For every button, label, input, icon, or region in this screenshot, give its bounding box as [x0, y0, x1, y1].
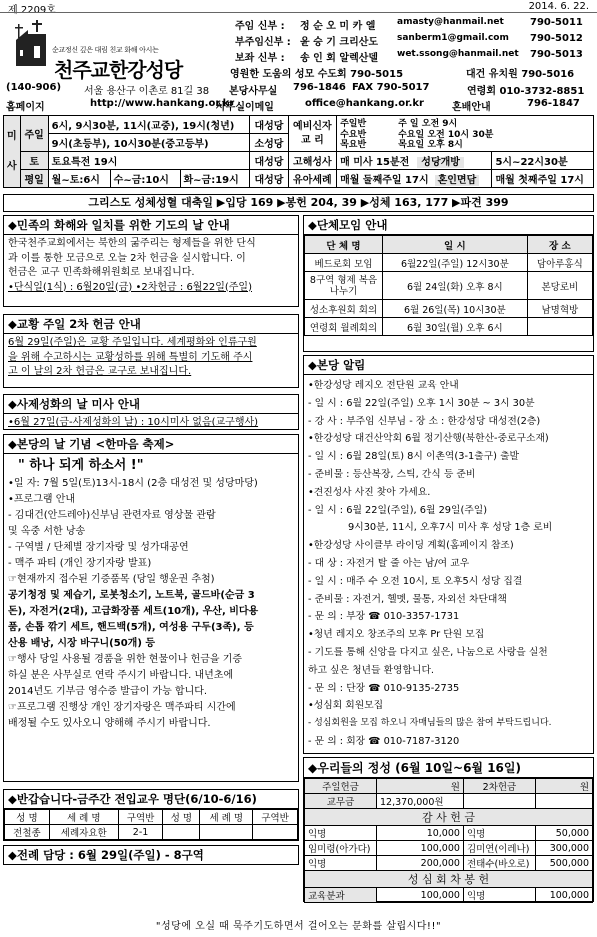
text-line: - 문 의 : 회장 ☎ 010-7187-3120	[308, 735, 460, 747]
parish-name: 천주교한강성당	[54, 58, 183, 82]
table-row	[305, 779, 593, 794]
clergy-3-phone: 790-5013	[530, 49, 583, 60]
cell: 10,000	[377, 826, 464, 841]
office-email[interactable]: office@hankang.or.kr	[305, 98, 424, 109]
clergy-1-name: 정 순 오 미 카 엘	[300, 21, 376, 32]
convent-info: 영원한 도움의 성모 수도회 790-5015	[230, 69, 404, 80]
cell: 6월 30일(월) 오후 6시	[383, 318, 528, 336]
cell: 100,000	[377, 841, 464, 856]
cell: 100,000	[535, 888, 592, 903]
prize-line: 산용 배낭, 시장 바구니(50개) 등	[8, 638, 156, 649]
text-line: 을 위해 수고하시는 교황성하를 위해 특별히 기도해 주시	[8, 351, 253, 363]
col-header: 구역반	[118, 810, 163, 825]
table-row	[5, 825, 298, 840]
text-line: - 대 상 : 자전거 탈 줄 아는 남/여 교우	[308, 557, 470, 569]
text-line: •한강성당 사이클부 라이딩 계획(홈페이지 참조)	[308, 540, 514, 552]
cell: 12,370,000원	[377, 794, 464, 809]
section-title: ◆사제성화의 날 미사 안내	[4, 395, 298, 414]
text-line: •청년 레지오 창조주의 모후 Pr 단원 모집	[308, 629, 485, 641]
mass-sunday-label: 주일	[20, 116, 48, 152]
table-row	[305, 272, 593, 300]
text-line: 하실 분은 사무실로 연락 주시기 바랍니다. 내년초에	[8, 670, 234, 681]
text-line: - 강 사 : 부주임 신부님 - 장 소 : 한강성당 대성전(2층)	[308, 415, 541, 427]
cell: 원	[377, 779, 464, 794]
text-line: 배정될 수도 있사오니 양해해 주시기 바랍니다.	[8, 718, 211, 729]
section-title: ◆본당 알림	[304, 356, 593, 375]
mass-weekday-2: 수~금:10시	[110, 170, 180, 188]
section-title: ◆전례 담당 : 6월 29일(주일) - 8구역	[4, 846, 298, 864]
meetings-table	[304, 235, 593, 336]
prize-line: 품, 손톱 깎기 세트, 핸드백(5개), 여성용 구두(3족), 등	[8, 622, 254, 633]
text-line: 헌금은 교구 민족화해위원회로 보내집니다.	[8, 267, 195, 278]
text-line: •일 자: 7월 5일(토)13시-18시 (2층 대성전 및 성당마당)	[8, 478, 258, 489]
section-priest-day	[3, 394, 299, 430]
cell: 김미연(이레나)	[463, 841, 535, 856]
header-divider	[0, 12, 597, 13]
col-header: 일 시	[383, 236, 528, 254]
mass-weekday-1: 월~토:6시	[48, 170, 110, 188]
cell: 전철종	[5, 825, 50, 840]
section-pope-sunday	[3, 314, 299, 388]
confession-label: 고해성사	[288, 152, 337, 170]
text-line: - 준비물 : 자전거, 헬멧, 물통, 자외선 차단대책	[308, 593, 507, 605]
address: 서울 용산구 이촌로 81길 38	[84, 86, 210, 97]
text-line: ☞프로그램 진행상 개인 장기자랑은 맥주파티 시간에	[8, 702, 236, 713]
infant-baptism-label: 유아세례	[288, 170, 337, 188]
lianhap-phone: 연령회 010-3732-8851	[467, 86, 585, 97]
cell: 200,000	[377, 856, 464, 871]
col-header: 세 례 명	[49, 810, 118, 825]
cell: 익명	[463, 888, 535, 903]
text-line: - 일 시 : 6월 28일(토) 8시 이촌역(3-1출구) 출발	[308, 451, 519, 463]
cell: 임미령(아가다)	[305, 841, 377, 856]
cell: 8구역 형제 복음 나누기	[305, 272, 383, 300]
text-line: 하고 싶은 청년들 환영합니다.	[308, 664, 435, 676]
text-line: - 기도를 통해 신앙을 다지고 싶은, 나눔으로 사랑을 실천	[308, 646, 548, 658]
clergy-3-role: 보좌 신부 :	[235, 53, 285, 64]
cell	[463, 794, 535, 809]
cell: 6월 24일(화) 오후 8시	[383, 272, 528, 300]
cell: 세례자요한	[49, 825, 118, 840]
cell: 연령회 월례회의	[305, 318, 383, 336]
cell: 본당로비	[527, 272, 592, 300]
text-line: - 일 시 : 매주 수 오전 10시, 토 오후5시 성당 집결	[308, 575, 523, 587]
mass-saturday-place: 대성당	[250, 152, 288, 170]
text-line: ☞행사 당일 사용될 경품을 위한 현물이나 헌금을 기증	[8, 654, 243, 665]
homepage-label: 홈페이지	[6, 102, 45, 113]
catechism-schedule: 주일반 주 일 오전 9시 수요반 수요일 오전 10시 30분 목요반 목요일 오후 8시	[337, 116, 594, 152]
mass-weekday-place: 대성당	[250, 170, 288, 188]
col-header: 세 례 명	[200, 810, 253, 825]
mass-saturday-times: 토요특전 19시	[48, 152, 250, 170]
fax-number: FAX 790-5017	[352, 82, 430, 93]
cell: 100,000	[377, 888, 464, 903]
cell: 50,000	[535, 826, 592, 841]
cell: 2차헌금	[463, 779, 535, 794]
wedding-interview-time: 매월 첫째주일 17시	[492, 170, 594, 188]
col-header: 장 소	[527, 236, 592, 254]
cell: 익명	[305, 826, 377, 841]
section-peace-prayer	[3, 215, 299, 307]
text-line: - 일 시 : 6월 22일(주일), 6월 29일(주일)	[308, 504, 488, 516]
clergy-1-role: 주임 신부 :	[235, 21, 285, 32]
cell: 6월 26일(목) 10시30분	[383, 300, 528, 318]
text-line: - 김대건(안드레아)신부님 관련자료 영상물 관람	[8, 510, 216, 521]
text-line: - 문 의 : 단장 ☎ 010-9135-2735	[308, 682, 460, 694]
text-line: •성심회 회원모집	[308, 700, 384, 712]
clergy-1-phone: 790-5011	[530, 17, 583, 28]
festival-slogan: " 하나 되게 하소서 !"	[18, 458, 144, 473]
col-header: 단 체 명	[305, 236, 383, 254]
col-header: 성 명	[163, 810, 200, 825]
section-title: ◆교황 주일 2차 헌금 안내	[4, 315, 298, 334]
section-offerings	[303, 757, 594, 902]
prize-line: 돈), 자전거(2대), 고급화장품 세트(10개), 우산, 비다용	[8, 606, 259, 617]
table-row	[305, 841, 593, 856]
clergy-2-role: 부주임신부 :	[235, 37, 291, 48]
table-row	[305, 300, 593, 318]
church-icon	[14, 20, 56, 68]
cell: 교육분과	[305, 888, 377, 903]
table-row	[305, 888, 593, 903]
offerings-table	[304, 778, 593, 903]
office-label: 본당사무실	[229, 86, 278, 97]
text-line: •한강성당 레지오 전단원 교육 안내	[308, 380, 459, 391]
church-open-hours: 5시~22시30분	[492, 152, 594, 170]
section-liturgy	[3, 845, 299, 865]
cell: 300,000	[535, 841, 592, 856]
text-line: 고 이 날의 2차 헌금은 교구로 보내집니다.	[8, 366, 192, 377]
cell: 원	[535, 779, 592, 794]
email-label: 사무실이메일	[216, 102, 274, 113]
text-line: 9시30분, 11시, 오후7시 미사 후 성당 1층 로비	[348, 522, 553, 534]
text-line: •프로그램 안내	[8, 494, 76, 505]
section-parish-festival	[3, 434, 299, 782]
clergy-3-email[interactable]: wet.ssong@hanmail.net	[397, 49, 519, 59]
text-line: 및 옥중 서한 낭송	[8, 526, 86, 537]
table-row	[305, 794, 593, 809]
catechism-label: 예비신자 교 리	[288, 116, 337, 152]
hymn-bar: 그리스도 성체성혈 대축일 ▶입당 169 ▶봉헌 204, 39 ▶성체 163, 177 ▶파견 399	[3, 194, 594, 212]
cell: 익명	[305, 856, 377, 871]
wedding-label: 혼배안내	[452, 102, 491, 113]
cell	[200, 825, 253, 840]
cell	[253, 825, 298, 840]
homepage-url[interactable]: http://www.hankang.or.kr	[90, 98, 235, 109]
mass-schedule-table	[3, 115, 594, 188]
section-title: ◆우리들의 정성 (6월 10일~6월 16일)	[304, 758, 593, 778]
section-title: ◆민족의 화해와 일치를 위한 기도의 날 안내	[4, 216, 298, 235]
section-title: ◆본당의 날 기념 <한마음 축제>	[4, 435, 298, 454]
cell: 남명혁방	[527, 300, 592, 318]
logo-motto: 순교정신 깊은 대림 친교 화해 아시는	[52, 46, 159, 54]
col-header: 성 명	[5, 810, 50, 825]
cell: 담아루홍식	[527, 254, 592, 272]
text-line: •견진성사 사진 찾아 가세요.	[308, 486, 431, 498]
text-line: - 성심회원을 모집 하오니 자매님들의 많은 참여 부탁드립니다.	[308, 718, 552, 729]
cell: 성소후원회 회의	[305, 300, 383, 318]
col-header: 구역반	[253, 810, 298, 825]
office-phone: 796-1846	[293, 82, 346, 93]
clergy-3-name: 송 인 회 알렉산델	[300, 53, 379, 64]
cell	[527, 318, 592, 336]
kindergarten-info: 대건 유치원 790-5016	[466, 69, 575, 80]
cell: 베드로회 모임	[305, 254, 383, 272]
section-title: ◆단체모임 안내	[304, 216, 593, 235]
section-title: ◆반갑습니다-금주간 전입교우 명단(6/10-6/16)	[4, 790, 298, 809]
issue-number: 제 2209호	[8, 5, 56, 16]
text-line: •단식일(1식) : 6월20일(금) •2차헌금 : 6월22일(주일)	[8, 281, 252, 293]
mass-sunday-times: 6시, 9시30분, 11시(교중), 19시(청년)	[48, 116, 250, 134]
cell: 6월22일(주일) 12시30분	[383, 254, 528, 272]
cell: 전태수(바오로)	[463, 856, 535, 871]
confession-time: 매 미사 15분전 성당개방	[337, 152, 492, 170]
mass-weekday-3: 화~금:19시	[180, 170, 250, 188]
thanks-heading: 감 사 헌 금	[305, 809, 593, 826]
clergy-2-phone: 790-5012	[530, 33, 583, 44]
text-line: 과 이를 통한 모금으로 오늘 2차 헌금을 실시합니다. 이	[8, 252, 246, 264]
mass-saturday-label: 토	[20, 152, 48, 170]
cell: 2-1	[118, 825, 163, 840]
text-line: - 준비물 : 등산복장, 스틱, 간식 등 준비	[308, 468, 476, 480]
section-newcomers	[3, 789, 299, 841]
mass-weekday-label: 평일	[20, 170, 48, 188]
text-line: - 맥주 파티 (개인 장기자랑 발표)	[8, 558, 152, 569]
cell	[163, 825, 200, 840]
cell: 익명	[463, 826, 535, 841]
text-line: 한국천주교회에서는 북한의 굶주리는 형제들을 위한 단식	[8, 238, 256, 249]
text-line: ☞현재까지 접수된 기증품목 (당일 행운권 추첨)	[8, 574, 215, 585]
parish-logo	[6, 20, 183, 90]
cell: 500,000	[535, 856, 592, 871]
footer-slogan: "성당에 오실 때 묵주기도하면서 걸어오는 문화를 살립시다!!"	[155, 921, 442, 932]
section-group-meetings	[303, 215, 594, 352]
clergy-2-email[interactable]: sanberm1@gmail.com	[397, 33, 509, 43]
cell: 주일헌금	[305, 779, 377, 794]
mass-sunday-place: 대성당	[250, 116, 288, 134]
table-row	[305, 856, 593, 871]
table-row	[305, 826, 593, 841]
postal-code: (140-906)	[6, 82, 62, 93]
table-row	[305, 254, 593, 272]
text-line: - 문 의 : 부장 ☎ 010-3357-1731	[308, 611, 460, 623]
text-line: 2014년도 기부금 영수증 발급이 가능 합니다.	[8, 686, 208, 697]
text-line: •한강성당 대건산악회 6월 정기산행(북한산-중로구소재)	[308, 433, 549, 445]
text-line: - 일 시 : 6월 22일(주일) 오후 1시 30분 ~ 3시 30분	[308, 397, 535, 409]
build-heading: 성 심 회 차 봉 헌	[305, 871, 593, 888]
mass-youth-times: 9시(초등부), 10시30분(중고등부)	[48, 134, 250, 152]
table-row	[305, 318, 593, 336]
text-line: •6월 27일(금-사제성화의 날) : 10시미사 없음(교구행사)	[8, 417, 259, 428]
mass-youth-place: 소성당	[250, 134, 288, 152]
newcomers-table	[4, 809, 298, 840]
mass-side-label: 미 사	[4, 116, 21, 188]
text-line: - 구역별 / 단체별 장기자랑 및 성가대공연	[8, 542, 189, 553]
cell: 교무금	[305, 794, 377, 809]
issue-date: 2014. 6. 22.	[528, 1, 589, 12]
clergy-1-email[interactable]: amasty@hanmail.net	[397, 17, 504, 27]
infant-baptism-time: 매월 둘째주일 17시 혼인면담	[337, 170, 492, 188]
clergy-2-name: 윤 승 기 크리산도	[300, 37, 379, 48]
wedding-phone: 796-1847	[527, 98, 580, 109]
cell	[535, 794, 592, 809]
text-line: 6월 29일(주일)은 교황 주일입니다. 세계평화와 인류구원	[8, 337, 257, 348]
section-parish-notices	[303, 355, 594, 754]
prize-line: 공기청정 및 제습기, 로봇청소기, 노트북, 골드바(순금 3	[8, 590, 255, 601]
